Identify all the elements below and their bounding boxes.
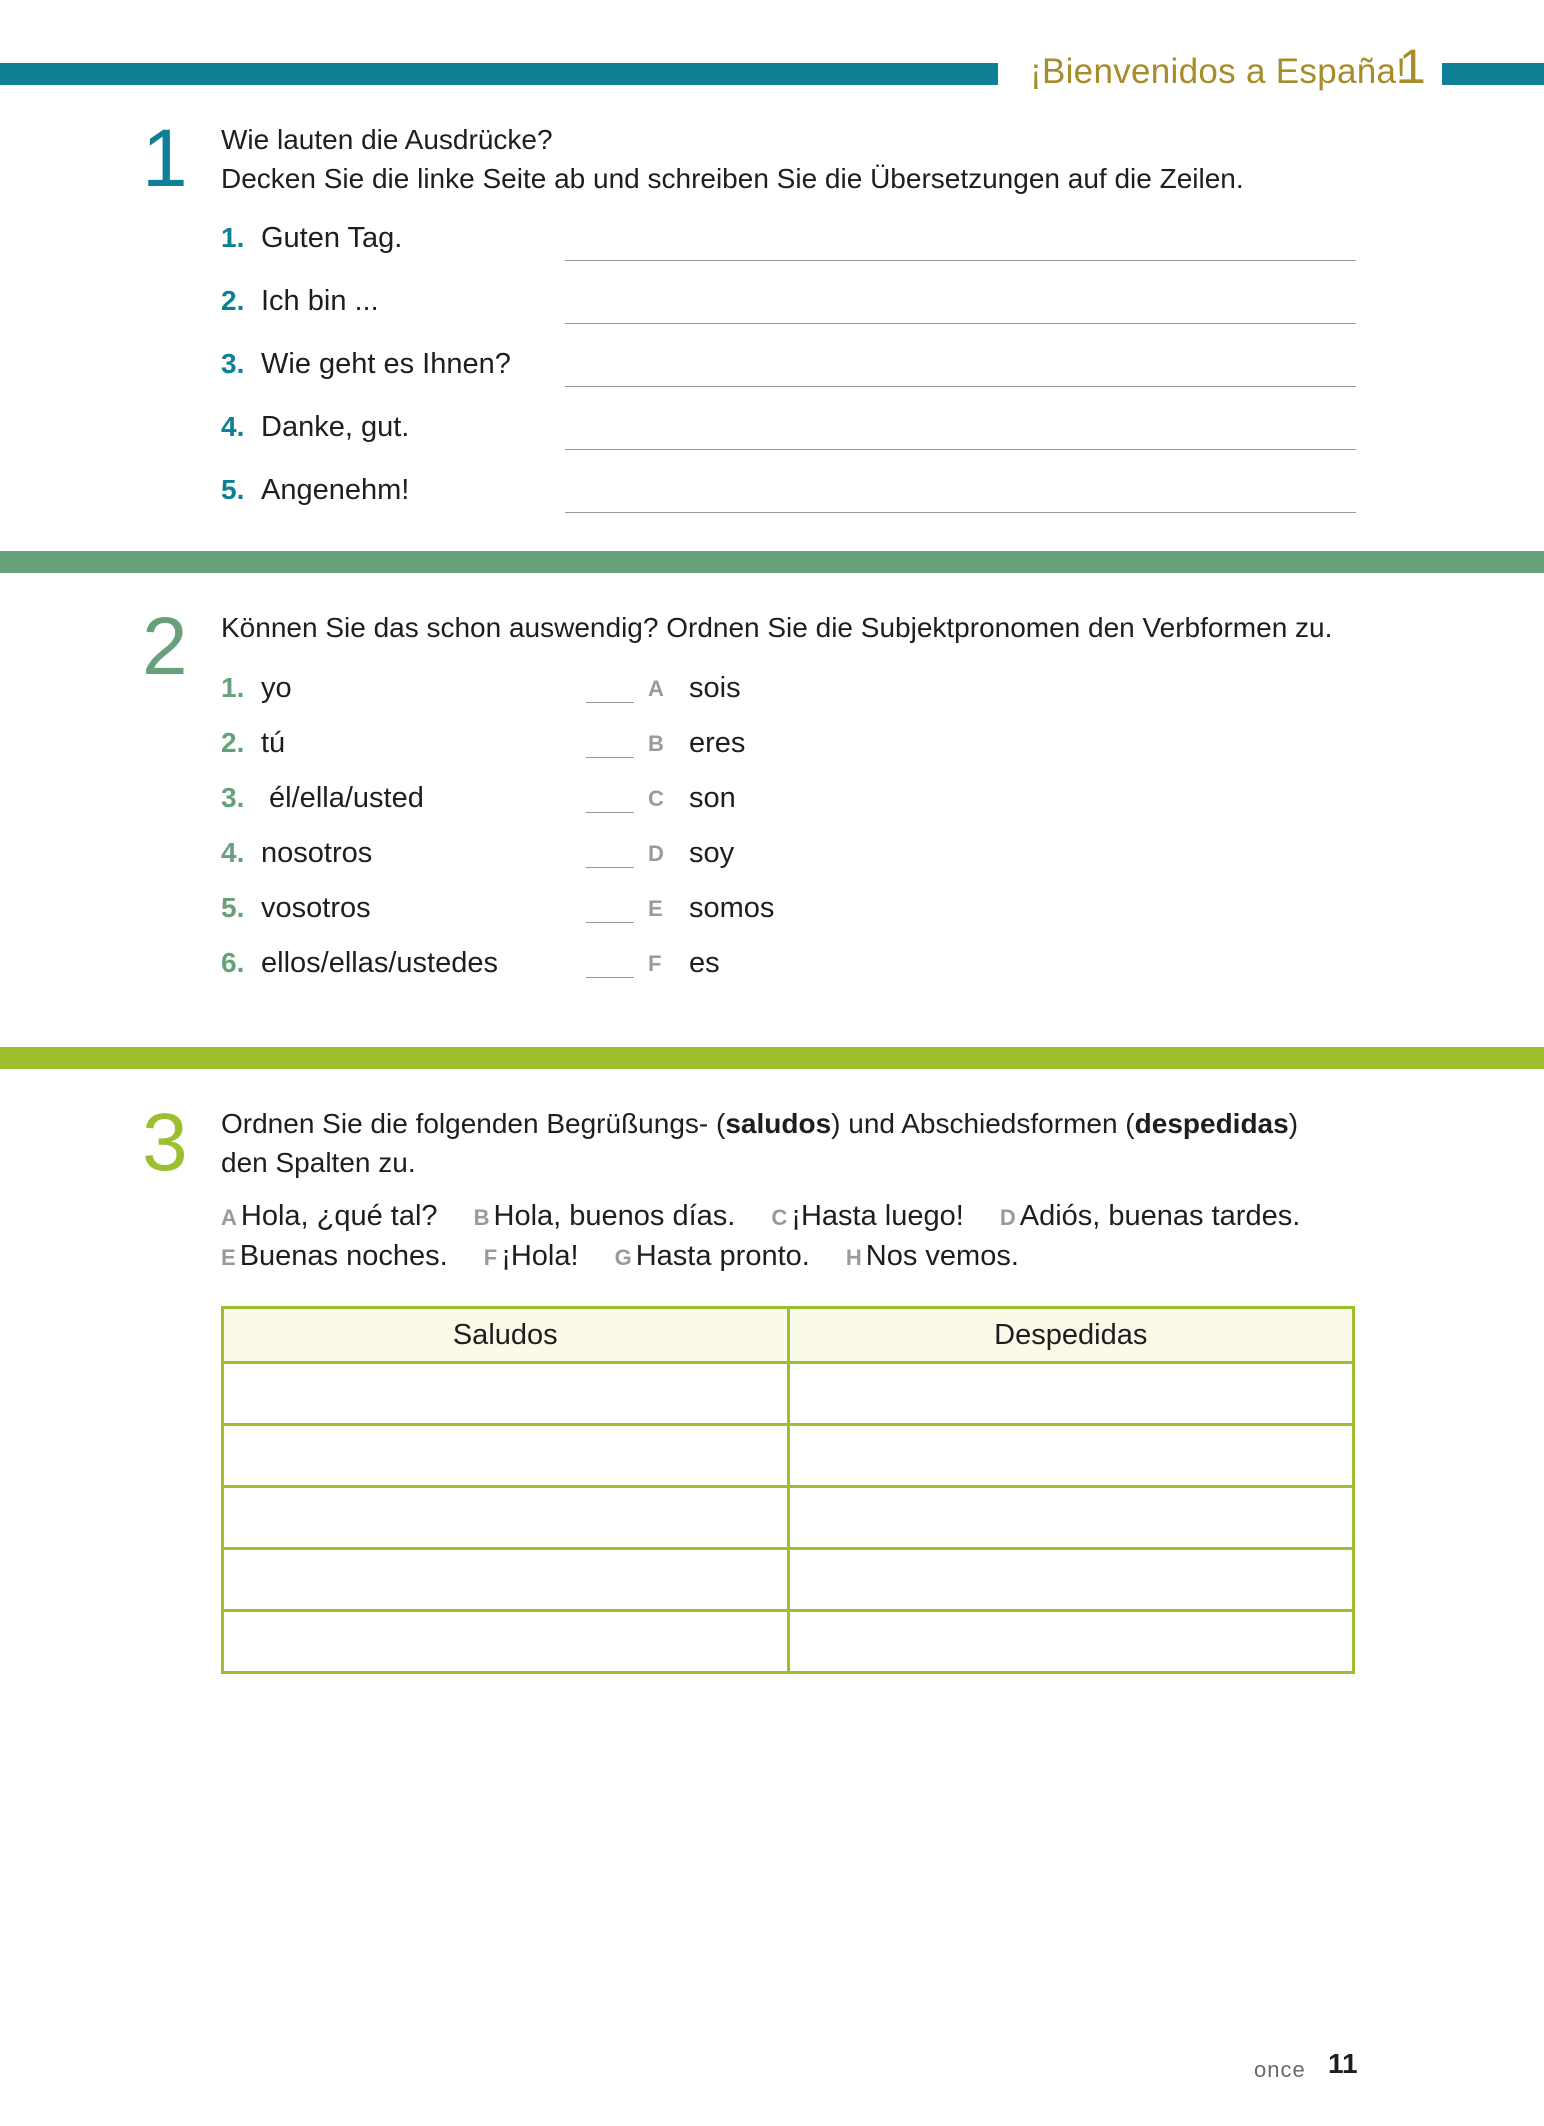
phrase-item bbox=[484, 1240, 579, 1272]
pronoun-text: nosotros bbox=[261, 837, 373, 869]
sorting-table bbox=[221, 1306, 1355, 1674]
phrase-text: Hasta pronto. bbox=[635, 1240, 810, 1272]
item-text: Wie geht es Ihnen? bbox=[261, 348, 511, 380]
table-row bbox=[223, 1611, 1354, 1673]
verb-letter: B bbox=[648, 731, 664, 756]
pronoun-number: 6. bbox=[221, 947, 245, 978]
verb-letter: E bbox=[648, 896, 663, 921]
verb-text: sois bbox=[689, 672, 741, 704]
pronoun-number: 5. bbox=[221, 892, 245, 923]
phrase-letter: B bbox=[473, 1205, 490, 1230]
instruction-bold-saludos: saludos bbox=[725, 1108, 832, 1139]
answer-line[interactable] bbox=[565, 386, 1356, 387]
phrase-letter: E bbox=[221, 1245, 236, 1270]
saludos-cell[interactable] bbox=[223, 1425, 789, 1487]
table-header-row bbox=[223, 1308, 1354, 1363]
phrase-item bbox=[1000, 1200, 1300, 1232]
pronoun-text: tú bbox=[261, 727, 286, 759]
despedidas-cell[interactable] bbox=[788, 1549, 1354, 1611]
section-divider-green bbox=[0, 551, 1544, 573]
despedidas-cell[interactable] bbox=[788, 1487, 1354, 1549]
saludos-cell[interactable] bbox=[223, 1549, 789, 1611]
item-text: Guten Tag. bbox=[261, 222, 403, 254]
phrase-item bbox=[615, 1240, 810, 1272]
phrase-letter: C bbox=[771, 1205, 788, 1230]
answer-line[interactable] bbox=[565, 512, 1356, 513]
answer-blank[interactable] bbox=[586, 812, 634, 813]
phrase-item bbox=[771, 1200, 963, 1232]
pronoun-number: 1. bbox=[221, 672, 245, 703]
verb-text: es bbox=[689, 947, 720, 979]
verb-text: eres bbox=[689, 727, 746, 759]
item-number: 4. bbox=[221, 411, 245, 442]
exercise-2-number: 2 bbox=[142, 601, 188, 692]
answer-blank[interactable] bbox=[586, 977, 634, 978]
phrase-item bbox=[474, 1200, 736, 1232]
table-row bbox=[223, 1549, 1354, 1611]
phrase-text: Adiós, buenas tardes. bbox=[1019, 1200, 1301, 1232]
exercise-1-item bbox=[221, 411, 1361, 451]
exercise-1-item bbox=[221, 474, 1361, 514]
exercise-1-number: 1 bbox=[142, 113, 188, 204]
saludos-cell[interactable] bbox=[223, 1363, 789, 1425]
saludos-cell[interactable] bbox=[223, 1487, 789, 1549]
saludos-cell[interactable] bbox=[223, 1611, 789, 1673]
item-number: 5. bbox=[221, 474, 245, 505]
verb-letter: C bbox=[648, 786, 664, 811]
phrase-text: Hola, ¿qué tal? bbox=[240, 1200, 438, 1232]
answer-line[interactable] bbox=[565, 260, 1356, 261]
phrase-letter: D bbox=[999, 1205, 1016, 1230]
answer-blank[interactable] bbox=[586, 922, 634, 923]
exercise-2-row bbox=[221, 837, 921, 877]
phrase-list-line-2 bbox=[221, 1240, 1047, 1273]
table-row bbox=[223, 1425, 1354, 1487]
exercise-1-item bbox=[221, 222, 1361, 262]
phrase-text: ¡Hola! bbox=[501, 1240, 579, 1272]
exercise-1-item bbox=[221, 285, 1361, 325]
pronoun-number: 2. bbox=[221, 727, 245, 758]
page-number: 11 bbox=[1328, 2048, 1358, 2079]
verb-letter: F bbox=[648, 951, 662, 976]
phrase-text: Buenas noches. bbox=[239, 1240, 448, 1272]
chapter-number: 1 bbox=[1399, 41, 1426, 94]
exercise-1-instruction-2: Decken Sie die linke Seite ab und schreiben Sie die Übersetzungen auf die Zeilen. bbox=[221, 163, 1244, 194]
item-number: 3. bbox=[221, 348, 245, 379]
phrase-item bbox=[846, 1240, 1019, 1272]
column-header-despedidas: Despedidas bbox=[788, 1308, 1354, 1363]
exercise-3-number: 3 bbox=[142, 1097, 188, 1188]
exercise-2-row bbox=[221, 672, 921, 712]
verb-letter: D bbox=[648, 841, 664, 866]
phrase-text: ¡Hasta luego! bbox=[791, 1200, 964, 1232]
phrase-letter: A bbox=[221, 1205, 237, 1230]
phrase-item bbox=[221, 1200, 438, 1232]
verb-text: son bbox=[689, 782, 736, 814]
item-text: Angenehm! bbox=[261, 474, 410, 506]
answer-blank[interactable] bbox=[586, 702, 634, 703]
exercise-1-item bbox=[221, 348, 1361, 388]
verb-text: soy bbox=[689, 837, 735, 869]
column-header-saludos: Saludos bbox=[223, 1308, 789, 1363]
answer-blank[interactable] bbox=[586, 757, 634, 758]
header-bar-right bbox=[1442, 63, 1544, 85]
despedidas-cell[interactable] bbox=[788, 1611, 1354, 1673]
pronoun-text: yo bbox=[261, 672, 292, 704]
answer-line[interactable] bbox=[565, 323, 1356, 324]
exercise-3-instruction-1 bbox=[221, 1104, 1298, 1144]
chapter-title: ¡Bienvenidos a España! bbox=[1030, 52, 1407, 91]
phrase-text: Nos vemos. bbox=[865, 1240, 1019, 1272]
exercise-2-row bbox=[221, 782, 921, 822]
instruction-bold-despedidas: despedidas bbox=[1134, 1108, 1289, 1139]
instruction-text: ) bbox=[1288, 1108, 1299, 1139]
pronoun-text: él/ella/usted bbox=[261, 782, 424, 814]
item-number: 2. bbox=[221, 285, 245, 316]
exercise-2-row bbox=[221, 727, 921, 767]
despedidas-cell[interactable] bbox=[788, 1425, 1354, 1487]
item-text: Ich bin ... bbox=[261, 285, 379, 317]
pronoun-number: 4. bbox=[221, 837, 245, 868]
pronoun-text: ellos/ellas/ustedes bbox=[261, 947, 498, 979]
phrase-text: Hola, buenos días. bbox=[493, 1200, 736, 1232]
section-divider-lime bbox=[0, 1047, 1544, 1069]
verb-letter: A bbox=[648, 676, 664, 701]
phrase-letter: H bbox=[845, 1245, 862, 1270]
instruction-text: ) und Abschiedsformen ( bbox=[831, 1108, 1135, 1139]
phrase-list-line-1 bbox=[221, 1200, 1328, 1233]
phrase-letter: G bbox=[614, 1245, 632, 1270]
exercise-2-instruction: Können Sie das schon auswendig? Ordnen Sie die Subjektpronomen den Verbformen zu. bbox=[221, 612, 1333, 643]
answer-blank[interactable] bbox=[586, 867, 634, 868]
phrase-letter: F bbox=[483, 1245, 498, 1270]
verb-text: somos bbox=[689, 892, 775, 924]
header-bar-left bbox=[0, 63, 998, 85]
table-row bbox=[223, 1487, 1354, 1549]
pronoun-text: vosotros bbox=[261, 892, 371, 924]
phrase-item bbox=[221, 1240, 448, 1272]
page-number-word: once bbox=[1254, 2057, 1306, 2082]
item-text: Danke, gut. bbox=[261, 411, 410, 443]
pronoun-number: 3. bbox=[221, 782, 245, 813]
instruction-text: Ordnen Sie die folgenden Begrüßungs- ( bbox=[221, 1108, 726, 1139]
exercise-1-instruction-1: Wie lauten die Ausdrücke? bbox=[221, 124, 553, 155]
table-row bbox=[223, 1363, 1354, 1425]
answer-line[interactable] bbox=[565, 449, 1356, 450]
exercise-2-row bbox=[221, 947, 921, 987]
exercise-2-row bbox=[221, 892, 921, 932]
exercise-3-instruction-2: den Spalten zu. bbox=[221, 1147, 416, 1178]
item-number: 1. bbox=[221, 222, 245, 253]
despedidas-cell[interactable] bbox=[788, 1363, 1354, 1425]
